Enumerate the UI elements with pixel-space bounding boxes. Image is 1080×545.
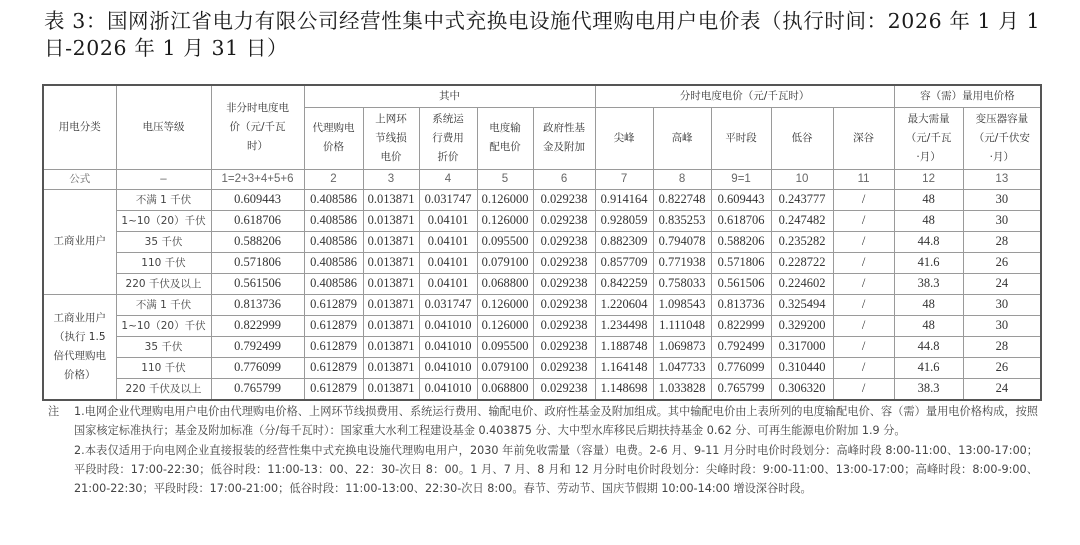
price-cell: 0.776099	[211, 357, 304, 378]
price-cell: 0.04101	[419, 273, 477, 294]
formula-cell: 9=1	[711, 169, 771, 189]
voltage-cell: 35 千伏	[116, 231, 211, 252]
header-transformer: 变压器容量（元/千伏安·月）	[963, 107, 1041, 169]
price-cell: 0.758033	[653, 273, 711, 294]
price-cell: 0.013871	[363, 315, 419, 336]
price-cell: 0.013871	[363, 273, 419, 294]
voltage-cell: 110 千伏	[116, 357, 211, 378]
price-cell: 0.029238	[533, 378, 595, 400]
price-cell: 48	[894, 315, 963, 336]
price-cell: 0.612879	[304, 294, 363, 315]
price-cell: 0.041010	[419, 357, 477, 378]
table-row	[43, 357, 1041, 378]
formula-cell: 5	[477, 169, 533, 189]
header-flat-price: 非分时电度电价（元/千瓦时）	[211, 85, 304, 169]
price-cell: 0.224602	[771, 273, 833, 294]
price-cell: 0.068800	[477, 273, 533, 294]
price-cell: 0.079100	[477, 252, 533, 273]
header-deep-valley: 深谷	[833, 107, 894, 169]
table-title: 表 3：国网浙江省电力有限公司经营性集中式充换电设施代理购电用户电价表（执行时间：2026 年 1 月 1 日-2026 年 1 月 31 日）	[44, 9, 1041, 60]
price-cell: 0.882309	[595, 231, 653, 252]
header-peak-sharp: 尖峰	[595, 107, 653, 169]
price-cell: 28	[963, 336, 1041, 357]
price-cell: 0.041010	[419, 378, 477, 400]
table-row	[43, 336, 1041, 357]
price-cell: 0.329200	[771, 315, 833, 336]
price-cell: 0.588206	[711, 231, 771, 252]
voltage-cell: 35 千伏	[116, 336, 211, 357]
category-cell: 工商业用户	[43, 189, 116, 294]
formula-row	[43, 169, 1041, 189]
header-max-demand: 最大需量（元/千瓦·月）	[894, 107, 963, 169]
table-row	[43, 315, 1041, 336]
price-cell: 1.188748	[595, 336, 653, 357]
price-cell: 0.310440	[771, 357, 833, 378]
price-cell: 0.04101	[419, 231, 477, 252]
price-cell: 0.561506	[711, 273, 771, 294]
price-cell: 30	[963, 315, 1041, 336]
header-voltage: 电压等级	[116, 85, 211, 169]
voltage-cell: 不满 1 千伏	[116, 189, 211, 210]
table-row	[43, 210, 1041, 231]
formula-cell: 1=2+3+4+5+6	[211, 169, 304, 189]
price-cell: 0.408586	[304, 189, 363, 210]
price-cell: 0.247482	[771, 210, 833, 231]
voltage-cell: 220 千伏及以上	[116, 378, 211, 400]
price-cell: 0.857709	[595, 252, 653, 273]
price-cell: 38.3	[894, 378, 963, 400]
header-peak: 高峰	[653, 107, 711, 169]
formula-cell: 3	[363, 169, 419, 189]
formula-cell: 12	[894, 169, 963, 189]
price-cell: 0.013871	[363, 252, 419, 273]
price-cell: 0.914164	[595, 189, 653, 210]
price-cell: 0.609443	[211, 189, 304, 210]
price-cell: 30	[963, 210, 1041, 231]
price-cell: 48	[894, 189, 963, 210]
price-cell: 28	[963, 231, 1041, 252]
price-cell: 0.079100	[477, 357, 533, 378]
price-cell: 0.031747	[419, 294, 477, 315]
price-cell: 26	[963, 252, 1041, 273]
price-cell: /	[833, 210, 894, 231]
price-cell: 0.408586	[304, 210, 363, 231]
price-cell: 1.098543	[653, 294, 711, 315]
formula-voltage: –	[116, 169, 211, 189]
price-cell: 1.234498	[595, 315, 653, 336]
price-cell: 0.04101	[419, 210, 477, 231]
price-cell: 0.013871	[363, 357, 419, 378]
price-cell: 1.069873	[653, 336, 711, 357]
price-cell: /	[833, 231, 894, 252]
price-cell: /	[833, 273, 894, 294]
header-agency-price: 代理购电价格	[304, 107, 363, 169]
price-cell: 1.164148	[595, 357, 653, 378]
price-cell: 0.928059	[595, 210, 653, 231]
header-transmission: 电度输配电价	[477, 107, 533, 169]
price-cell: 0.04101	[419, 252, 477, 273]
price-cell: /	[833, 336, 894, 357]
tariff-table	[42, 84, 1042, 401]
price-cell: 0.306320	[771, 378, 833, 400]
price-cell: 0.612879	[304, 315, 363, 336]
formula-label: 公式	[43, 169, 116, 189]
price-cell: 41.6	[894, 357, 963, 378]
table-row	[43, 252, 1041, 273]
formula-cell: 7	[595, 169, 653, 189]
price-cell: 0.571806	[711, 252, 771, 273]
price-cell: 0.794078	[653, 231, 711, 252]
price-cell: 0.408586	[304, 252, 363, 273]
price-cell: 0.561506	[211, 273, 304, 294]
price-cell: 0.126000	[477, 210, 533, 231]
price-cell: 0.317000	[771, 336, 833, 357]
price-cell: 0.029238	[533, 189, 595, 210]
price-cell: /	[833, 294, 894, 315]
price-cell: 0.041010	[419, 336, 477, 357]
price-cell: 41.6	[894, 252, 963, 273]
price-cell: /	[833, 378, 894, 400]
header-category: 用电分类	[43, 85, 116, 169]
notes-label: 注	[48, 405, 60, 418]
price-cell: 48	[894, 210, 963, 231]
price-cell: 0.835253	[653, 210, 711, 231]
price-cell: 0.765799	[711, 378, 771, 400]
price-cell: /	[833, 252, 894, 273]
price-cell: 0.126000	[477, 294, 533, 315]
formula-cell: 11	[833, 169, 894, 189]
price-cell: /	[833, 357, 894, 378]
price-cell: 0.813736	[211, 294, 304, 315]
table-row	[43, 378, 1041, 400]
price-cell: 0.031747	[419, 189, 477, 210]
price-cell: /	[833, 189, 894, 210]
formula-cell: 4	[419, 169, 477, 189]
price-cell: 1.033828	[653, 378, 711, 400]
price-cell: 0.013871	[363, 336, 419, 357]
price-cell: 0.013871	[363, 378, 419, 400]
header-flat: 平时段	[711, 107, 771, 169]
voltage-cell: 1~10（20）千伏	[116, 210, 211, 231]
price-cell: 1.220604	[595, 294, 653, 315]
price-cell: 0.618706	[211, 210, 304, 231]
price-cell: 0.792499	[211, 336, 304, 357]
price-cell: 0.029238	[533, 294, 595, 315]
header-line-loss: 上网环节线损电价	[363, 107, 419, 169]
price-cell: 30	[963, 189, 1041, 210]
price-cell: 24	[963, 273, 1041, 294]
price-cell: 0.041010	[419, 315, 477, 336]
price-cell: 0.235282	[771, 231, 833, 252]
header-group-tou: 分时电度电价（元/千瓦时）	[595, 85, 894, 107]
notes-section	[48, 402, 1038, 498]
header-gov-fund: 政府性基金及附加	[533, 107, 595, 169]
header-system-cost: 系统运行费用折价	[419, 107, 477, 169]
table-row	[43, 294, 1041, 315]
price-cell: 0.408586	[304, 273, 363, 294]
price-cell: 0.813736	[711, 294, 771, 315]
price-cell: 0.571806	[211, 252, 304, 273]
price-cell: 0.029238	[533, 210, 595, 231]
header-group-components: 其中	[304, 85, 595, 107]
price-cell: 1.111048	[653, 315, 711, 336]
formula-cell: 6	[533, 169, 595, 189]
price-cell: 0.013871	[363, 231, 419, 252]
price-cell: /	[833, 315, 894, 336]
price-cell: 0.612879	[304, 336, 363, 357]
price-cell: 30	[963, 294, 1041, 315]
price-cell: 26	[963, 357, 1041, 378]
formula-cell: 2	[304, 169, 363, 189]
price-cell: 1.047733	[653, 357, 711, 378]
voltage-cell: 1~10（20）千伏	[116, 315, 211, 336]
price-cell: 0.618706	[711, 210, 771, 231]
price-cell: 0.095500	[477, 336, 533, 357]
formula-cell: 13	[963, 169, 1041, 189]
note-1: 1.电网企业代理购电用户电价由代理购电价格、上网环节线损费用、系统运行费用、输配电价、政府性基金及附加组成。其中输配电价由上表所列的电度输配电价、容（需）量用电价格构成，按照国家核定标准执行；基金及附加标准（分/每千瓦时）：国家重大水利工程建设基金 0.403875 分、大中型水库移民后期扶持基金 0.62 分、可再生能源电价附加 1.9 分。	[74, 405, 1038, 438]
table-row	[43, 273, 1041, 294]
price-cell: 0.822748	[653, 189, 711, 210]
voltage-cell: 不满 1 千伏	[116, 294, 211, 315]
price-cell: 0.765799	[211, 378, 304, 400]
header-valley: 低谷	[771, 107, 833, 169]
price-cell: 44.8	[894, 231, 963, 252]
price-cell: 0.013871	[363, 210, 419, 231]
price-cell: 0.029238	[533, 273, 595, 294]
price-cell: 0.243777	[771, 189, 833, 210]
price-cell: 0.126000	[477, 189, 533, 210]
price-cell: 0.822999	[211, 315, 304, 336]
price-cell: 0.029238	[533, 315, 595, 336]
price-cell: 1.148698	[595, 378, 653, 400]
price-cell: 38.3	[894, 273, 963, 294]
price-cell: 0.771938	[653, 252, 711, 273]
price-cell: 48	[894, 294, 963, 315]
price-cell: 0.029238	[533, 357, 595, 378]
voltage-cell: 220 千伏及以上	[116, 273, 211, 294]
price-cell: 0.408586	[304, 231, 363, 252]
price-cell: 0.126000	[477, 315, 533, 336]
header-group-capacity: 容（需）量用电价格	[894, 85, 1041, 107]
price-cell: 0.588206	[211, 231, 304, 252]
price-cell: 0.095500	[477, 231, 533, 252]
price-cell: 24	[963, 378, 1041, 400]
table-row	[43, 189, 1041, 210]
price-cell: 0.609443	[711, 189, 771, 210]
voltage-cell: 110 千伏	[116, 252, 211, 273]
price-cell: 0.029238	[533, 231, 595, 252]
formula-cell: 8	[653, 169, 711, 189]
category-cell: 工商业用户（执行 1.5 倍代理购电价格）	[43, 294, 116, 400]
price-cell: 0.842259	[595, 273, 653, 294]
price-cell: 0.228722	[771, 252, 833, 273]
price-cell: 0.013871	[363, 189, 419, 210]
price-cell: 44.8	[894, 336, 963, 357]
price-cell: 0.013871	[363, 294, 419, 315]
price-cell: 0.612879	[304, 357, 363, 378]
price-cell: 0.325494	[771, 294, 833, 315]
price-cell: 0.792499	[711, 336, 771, 357]
price-cell: 0.822999	[711, 315, 771, 336]
price-cell: 0.612879	[304, 378, 363, 400]
price-cell: 0.029238	[533, 336, 595, 357]
price-cell: 0.068800	[477, 378, 533, 400]
note-2: 2.本表仅适用于向电网企业直接报装的经营性集中式充换电设施代理购电用户，2030 年前免收需量（容量）电费。2-6 月、9-11 月分时电价时段划分：高峰时段 8:00-11:00、13:00-17:00；平段时段：17:00-22:30；低谷时段：11:00-13：00、22：30-次日 8：00。1 月、7 月、8 月和 12 月分时电价时段划分：尖峰时段：9:00-11:00、13:00-17:00；高峰时段：8:00-9:00、21:00-22:30；平段时段：17:00-21:00；低谷时段：11:00-13:00、22:30-次日 8:00。春节、劳动节、国庆节假期 10:00-14:00 增设深谷时段。	[74, 443, 1038, 496]
formula-cell: 10	[771, 169, 833, 189]
price-cell: 0.776099	[711, 357, 771, 378]
table-row	[43, 231, 1041, 252]
tariff-data-rows	[43, 189, 1041, 400]
price-cell: 0.029238	[533, 252, 595, 273]
